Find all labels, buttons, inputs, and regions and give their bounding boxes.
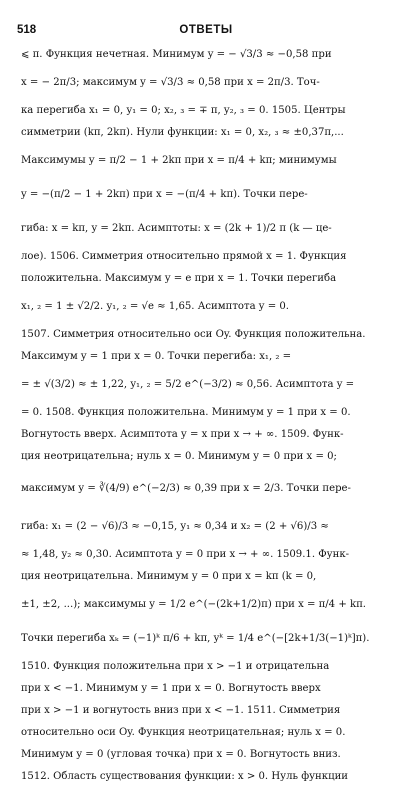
- text-line: лое). 1506. Симметрия относительно прямой x = 1. Функция: [21, 251, 347, 262]
- text-line: ±1, ±2, ...); максимумы y = 1/2 e^(−(2k+1/2)π) при x = π/4 + kπ.: [21, 599, 366, 610]
- text-line: гиба: x₁ = (2 − √6)/3 ≈ −0,15, y₁ ≈ 0,34 и x₂ = (2 + √6)/3 ≈: [21, 521, 329, 532]
- text-line: ⩽ π. Функция нечетная. Минимум y = − √3/3 ≈ −0,58 при: [21, 49, 332, 60]
- text-line: относительно оси Oy. Функция неотрицательная; нуль x = 0.: [21, 727, 346, 738]
- text-line: 1512. Область существования функции: x > 0. Нуль функции: [21, 771, 349, 782]
- text-line: y = −(π/2 − 1 + 2kπ) при x = −(π/4 + kπ). Точки пере-: [21, 189, 308, 200]
- text-line: при x > −1 и вогнутость вниз при x < −1. 1511. Симметрия: [21, 705, 341, 716]
- text-line: Вогнутость вверх. Асимптота y = x при x → + ∞. 1509. Функ-: [21, 429, 344, 440]
- text-line: максимум y = ∛(4/9) e^(−2/3) ≈ 0,39 при x = 2/3. Точки пере-: [21, 483, 351, 494]
- text-line: = 0. 1508. Функция положительна. Минимум y = 1 при x = 0.: [21, 407, 351, 418]
- text-line: 1507. Симметрия относительно оси Oy. Функция положительна.: [21, 329, 366, 340]
- page-number: 518: [17, 24, 37, 36]
- text-line: гиба: x = kπ, y = 2kπ. Асимптоты: x = (2k + 1)/2 π (k — це-: [21, 223, 332, 234]
- text-line: 1510. Функция положительна при x > −1 и отрицательна: [21, 661, 330, 672]
- text-line: Максимум y = 1 при x = 0. Точки перегиба: x₁, ₂ =: [21, 351, 292, 362]
- text-line: ≈ 1,48, y₂ ≈ 0,30. Асимптота y = 0 при x → + ∞. 1509.1. Функ-: [21, 549, 350, 560]
- text-line: при x < −1. Минимум y = 1 при x = 0. Вогнутость вверх: [21, 683, 321, 694]
- text-line: ция неотрицательна. Минимум y = 0 при x = kπ (k = 0,: [21, 571, 317, 582]
- page-header: [17, 24, 395, 38]
- text-line: Точки перегиба xₖ = (−1)ᵏ π/6 + kπ, yᵏ = 1/4 e^(−[2k+1/3(−1)ᵏ]π).: [21, 633, 370, 644]
- text-line: Максимумы y = π/2 − 1 + 2kπ при x = π/4 + kπ; минимумы: [21, 155, 337, 166]
- text-line: = ± √(3/2) ≈ ± 1,22, y₁, ₂ = 5/2 e^(−3/2) ≈ 0,56. Асимптота y =: [21, 379, 355, 390]
- text-line: x₁, ₂ = 1 ± √2/2. y₁, ₂ = √e ≈ 1,65. Асимптота y = 0.: [21, 301, 290, 312]
- text-line: симметрии (kπ, 2kπ). Нули функции: x₁ = 0, x₂, ₃ ≈ ±0,37π,...: [21, 127, 344, 138]
- text-line: положительна. Максимум y = e при x = 1. Точки перегиба: [21, 273, 337, 284]
- text-line: x = − 2π/3; максимум y = √3/3 ≈ 0,58 при x = 2π/3. Точ-: [21, 77, 320, 88]
- text-line: ция неотрицательна; нуль x = 0. Минимум y = 0 при x = 0;: [21, 451, 337, 462]
- answers-text: [21, 44, 389, 788]
- text-line: Минимум y = 0 (угловая точка) при x = 0. Вогнутость вниз.: [21, 749, 341, 760]
- page-title: ОТВЕТЫ: [179, 24, 233, 36]
- text-line: ка перегиба x₁ = 0, y₁ = 0; x₂, ₃ = ∓ π, y₂, ₃ = 0. 1505. Центры: [21, 105, 346, 116]
